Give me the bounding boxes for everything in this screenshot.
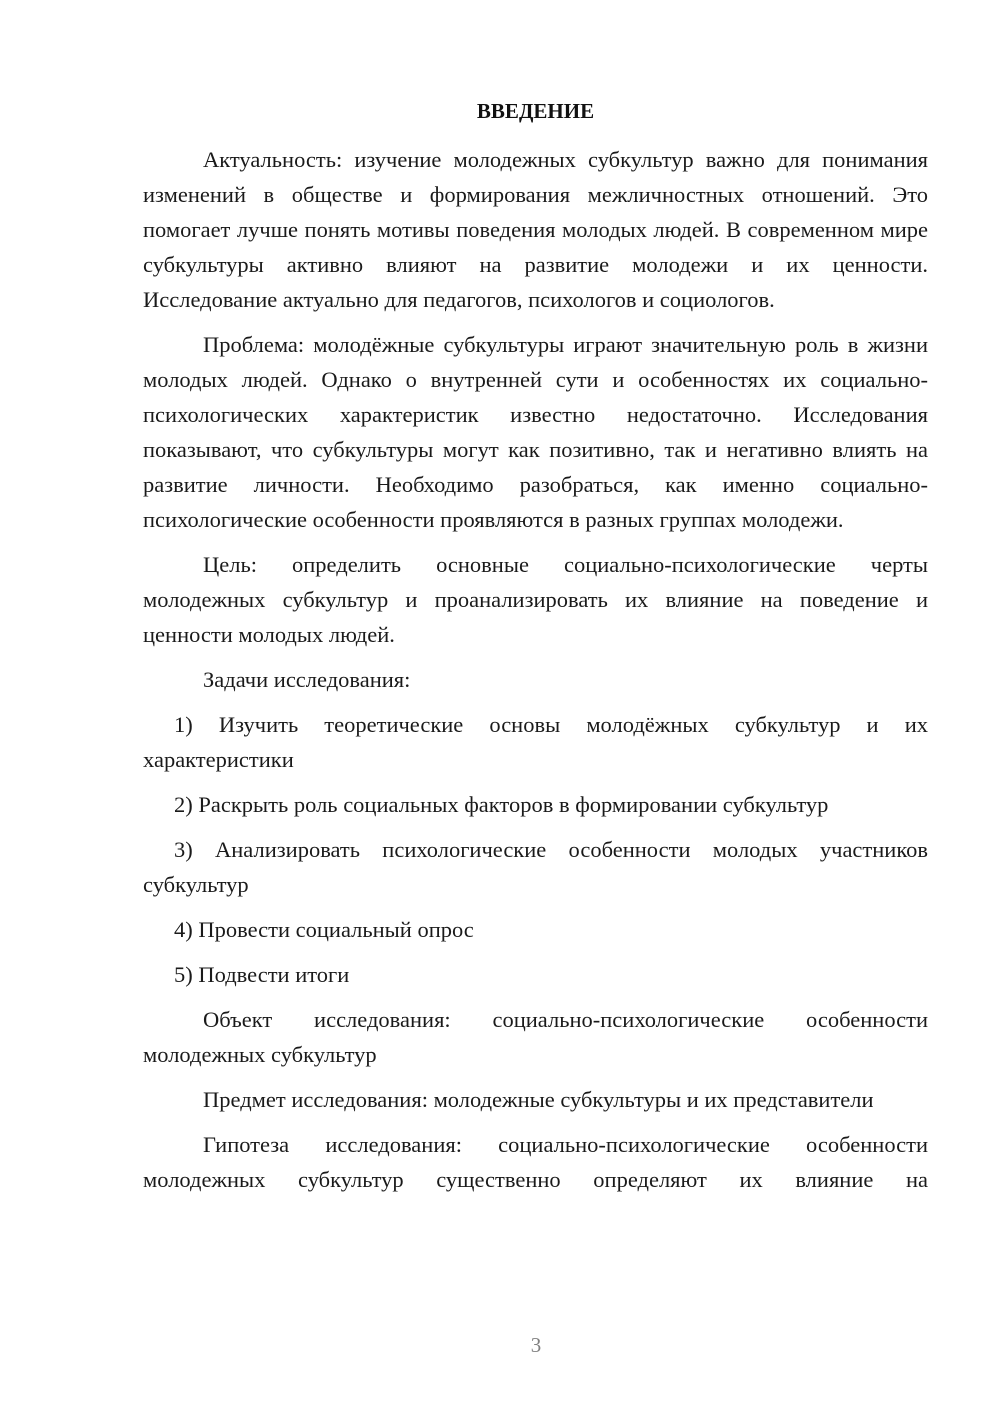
paragraph-subject: Предмет исследования: молодежные субкультуры и их представители [203, 1087, 874, 1112]
page-number: 3 [530, 1333, 542, 1357]
task-item: 4) Провести социальный опрос [174, 917, 474, 942]
paragraph-relevance: Актуальность: изучение молодежных субкультур важно для понимания изменений в обществе и формирования межличностных отношений. Это помогает лучше понять мотивы поведения молодых людей. В современном мире субкультуры активно влияют на развитие молодежи и их ценности. Исследование актуально для педагогов, психологов и социологов. [143, 147, 928, 312]
paragraph-object: Объект исследования: социально-психологические особенности молодежных субкультур [143, 1007, 928, 1067]
task-list [143, 707, 928, 992]
task-item: 5) Подвести итоги [174, 962, 350, 987]
task-item: 2) Раскрыть роль социальных факторов в формировании субкультур [174, 792, 829, 817]
task-item: 3) Анализировать психологические особенности молодых участников субкультур [143, 837, 928, 897]
task-item: 1) Изучить теоретические основы молодёжных субкультур и их характеристики [143, 712, 928, 772]
document-page [143, 95, 928, 1197]
paragraph-hypothesis: Гипотеза исследования: социально-психологические особенности молодежных субкультур существенно определяют их влияние на [143, 1132, 928, 1192]
paragraph-problem: Проблема: молодёжные субкультуры играют значительную роль в жизни молодых людей. Однако о внутренней сути и особенностях их социально-психологических характеристик известно недостаточно. Исследования показывают, что субкультуры могут как позитивно, так и негативно влиять на развитие личности. Необходимо разобраться, как именно социально-психологические особенности проявляются в разных группах молодежи. [143, 332, 928, 532]
paragraph-goal: Цель: определить основные социально-психологические черты молодежных субкультур и проанализировать их влияние на поведение и ценности молодых людей. [143, 552, 928, 647]
tasks-heading: Задачи исследования: [203, 667, 411, 692]
section-title: ВВЕДЕНИЕ [476, 99, 595, 123]
